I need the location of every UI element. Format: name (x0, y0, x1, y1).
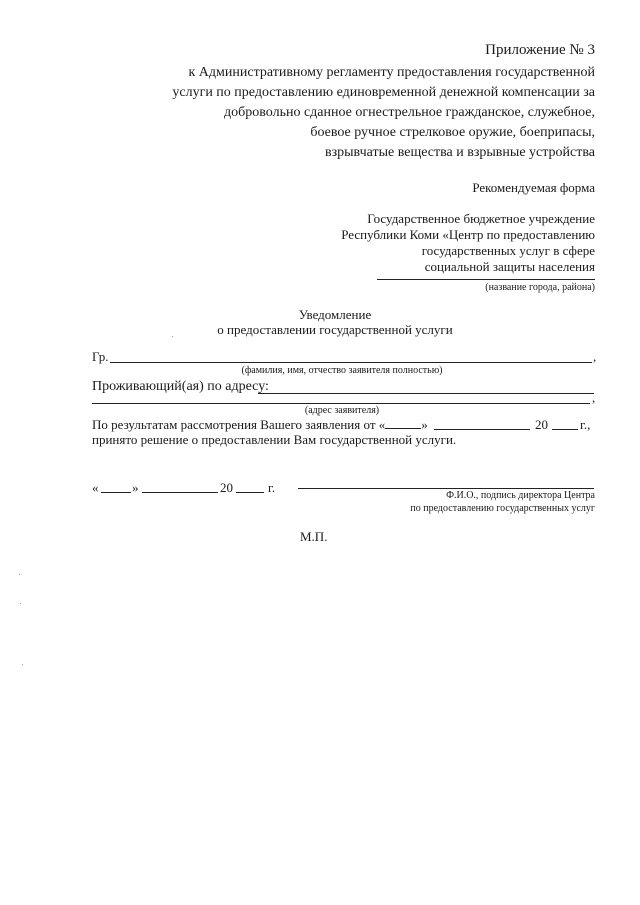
address-line-2[interactable] (92, 403, 590, 404)
scan-speck (19, 574, 20, 575)
address-label: Проживающий(ая) по адресу: (92, 379, 269, 394)
sign-year-prefix: 20 (220, 480, 233, 495)
sign-date-close-quote: » (132, 480, 139, 495)
notice-title: Уведомление (298, 307, 372, 322)
form-note: Рекомендуемая форма (472, 180, 595, 195)
gr-comma: , (593, 349, 597, 364)
scan-speck (22, 664, 23, 665)
signature-hint-2: по предоставлению государственных услуг (410, 503, 595, 514)
regulation-line-4: боевое ручное стрелковое оружие, боеприпасы, (310, 125, 595, 140)
institution-line-4: социальной защиты населения (424, 259, 595, 274)
signature-hint-1: Ф.И.О., подпись директора Центра (446, 490, 595, 501)
decision-text-start: По результатам рассмотрения Вашего заявления от « (92, 417, 386, 432)
institution-line-3: государственных услуг в сфере (421, 243, 595, 258)
institution-line-2: Республики Коми «Центр по предоставлению (341, 227, 595, 242)
sign-month-blank[interactable] (142, 492, 218, 493)
signature-line[interactable] (298, 488, 594, 489)
date-year-suffix: г., (580, 417, 591, 432)
address-comma: , (592, 390, 596, 405)
regulation-line-3: добровольно сданное огнестрельное гражданское, служебное, (224, 105, 595, 120)
sign-year-suffix: г. (268, 480, 276, 495)
city-hint: (название города, района) (485, 282, 595, 293)
address-hint: (адрес заявителя) (304, 405, 380, 416)
scan-speck (20, 603, 21, 604)
notice-subtitle: о предоставлении государственной услуги (217, 322, 453, 337)
decision-quote: » (421, 417, 428, 432)
scan-speck (172, 336, 173, 337)
decision-line-2: принято решение о предоставлении Вам государственной услуги. (92, 432, 457, 447)
decision-line-1 (92, 417, 428, 433)
appendix-number: Приложение № 3 (485, 42, 595, 58)
date-month-blank[interactable] (434, 429, 530, 430)
date-day-blank[interactable] (385, 418, 421, 429)
applicant-name-line[interactable] (110, 362, 592, 363)
regulation-line-5: взрывчатые вещества и взрывные устройства (324, 145, 595, 160)
sign-year-blank[interactable] (236, 492, 264, 493)
city-blank-line (377, 279, 595, 280)
regulation-line-2: услуги по предоставлению единовременной денежной компенсации за (172, 85, 595, 100)
address-line-1[interactable] (258, 393, 594, 394)
regulation-line-1: к Административному регламенту предоставления государственной (188, 65, 595, 80)
date-year-blank[interactable] (552, 429, 578, 430)
name-hint: (фамилия, имя, отчество заявителя полностью) (241, 365, 443, 376)
date-year-prefix: 20 (535, 417, 548, 432)
stamp-place: М.П. (300, 529, 328, 544)
institution-line-1: Государственное бюджетное учреждение (367, 211, 595, 226)
sign-date-open-quote: « (92, 480, 99, 495)
gr-label: Гр. (92, 349, 109, 364)
sign-day-blank[interactable] (101, 492, 131, 493)
